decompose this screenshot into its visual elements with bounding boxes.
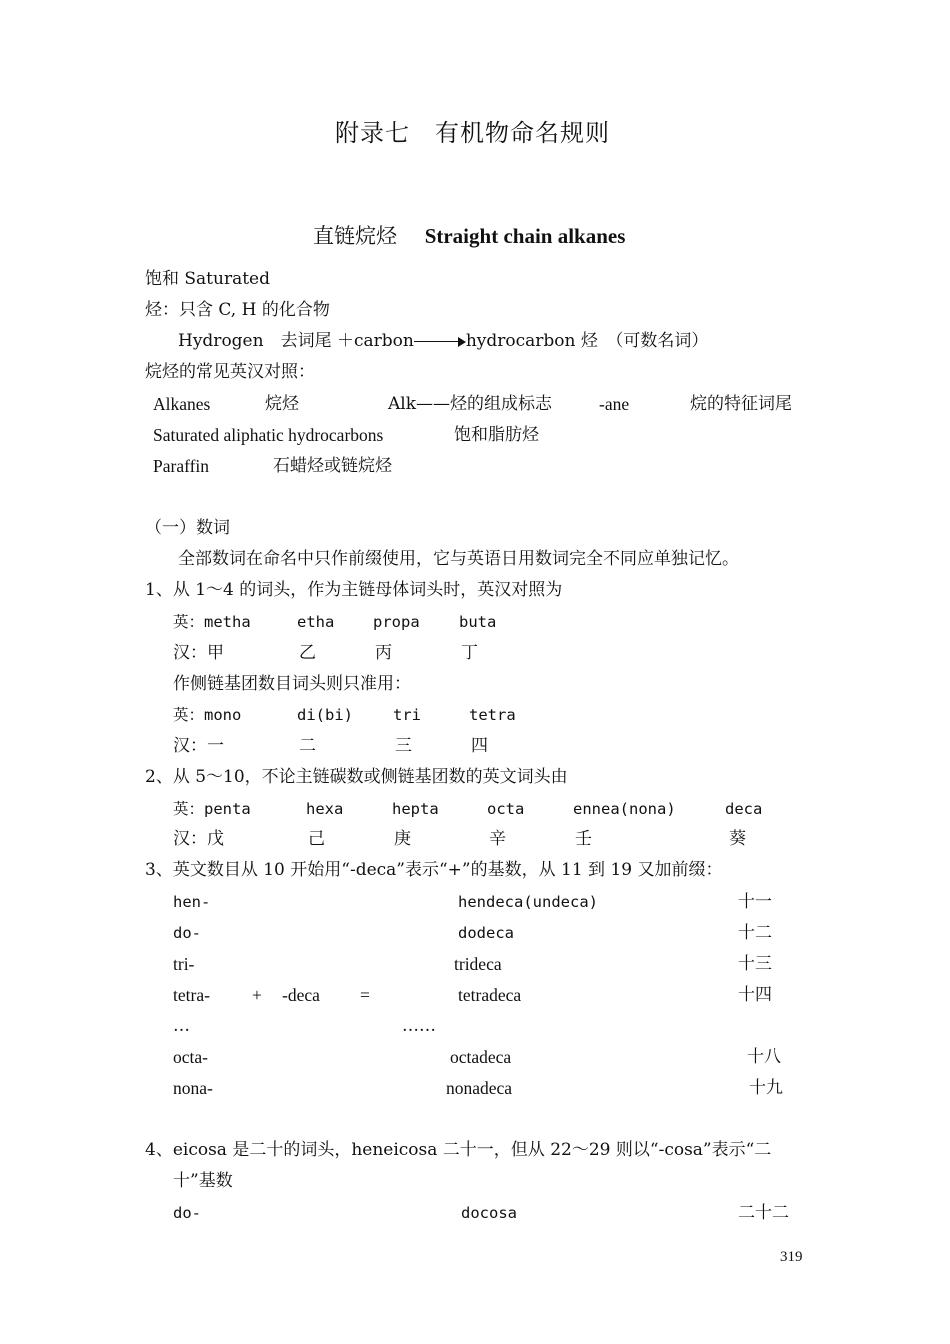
hydrogen-formula-left: Hydrogen 去词尾 ＋carbon: [178, 331, 414, 351]
prefix-en: buta: [459, 613, 497, 631]
table-row-zh: 十二: [738, 923, 772, 943]
prefix-zh: 二: [299, 736, 316, 756]
table-row-prefix: …: [173, 1016, 190, 1036]
section-heading-zh: 直链烷烃: [313, 224, 397, 248]
numerals-intro: 全部数词在命名中只作前缀使用，它与英语日用数词完全不同应单独记忆。: [178, 549, 739, 569]
page-title: 附录七 有机物命名规则: [335, 119, 610, 147]
table-row-term: trideca: [454, 954, 502, 974]
prefix-en: propa: [373, 613, 420, 631]
prefix-zh: 丁: [461, 643, 478, 663]
table-row-prefix: nona-: [173, 1078, 213, 1098]
numerals-heading: （一）数词: [145, 518, 230, 538]
hydrogen-formula-right: hydrocarbon 烃 （可数名词）: [465, 331, 709, 351]
table-row-term: nonadeca: [446, 1078, 513, 1098]
numerals-item-4-cont: 十”基数: [173, 1171, 233, 1191]
prefix-en: 英：metha: [173, 613, 251, 631]
table-row-zh: 十九: [749, 1078, 783, 1098]
prefix-zh: 丙: [375, 643, 392, 663]
prefix-en: octa: [487, 800, 525, 818]
numerals-item-1: 1、从 1～4 的词头，作为主链母体词头时，英汉对照为: [145, 580, 563, 600]
table-row-term: octadeca: [450, 1047, 512, 1067]
table-row-prefix: tri-: [173, 954, 195, 974]
table-row-term: dodeca: [458, 924, 514, 942]
table-row-zh: 十一: [738, 892, 772, 912]
prefix-en: hepta: [392, 800, 439, 818]
alkane-term: 烷烃: [265, 394, 299, 414]
prefix-en: hexa: [306, 800, 344, 818]
prefix-zh: 壬: [575, 829, 592, 849]
numerals-item-2: 2、从 5～10，不论主链碳数或侧链基团数的英文词头由: [145, 767, 568, 787]
prefix-zh: 己: [308, 829, 325, 849]
alkane-term: 烷的特征词尾: [690, 394, 792, 414]
prefix-en: 英：mono: [173, 706, 242, 724]
section-heading-en: Straight chain alkanes: [424, 224, 626, 248]
hydrocarbon-definition: 烃：只含 C, H 的化合物: [145, 300, 330, 320]
table-row-term: ……: [402, 1016, 436, 1036]
numerals-item-3: 3、英文数目从 10 开始用“-deca”表示“+”的基数，从 11 到 19 又加前缀：: [145, 860, 723, 880]
table-row-term: tetradeca: [458, 985, 522, 1005]
prefix-en: tetra: [469, 706, 516, 724]
table-row-prefix: tetra-: [173, 985, 210, 1005]
table-row-zh: 十四: [738, 985, 772, 1005]
alkane-term: Alk——烃的组成标志: [388, 394, 553, 414]
prefix-zh: 汉：戊: [173, 829, 224, 849]
table-row-zh: 十三: [738, 954, 772, 974]
table-row-zh: 二十二: [738, 1203, 789, 1223]
section-heading: [313, 222, 625, 250]
prefix-en: deca: [725, 800, 763, 818]
table-row-term: hendeca(undeca): [458, 893, 598, 911]
prefix-zh: 辛: [489, 829, 506, 849]
side-chain-note: 作侧链基团数目词头则只准用：: [173, 674, 411, 694]
alkane-term: Saturated aliphatic hydrocarbons: [153, 425, 384, 445]
alkane-term: 饱和脂肪烃: [454, 425, 539, 445]
prefix-zh: 三: [395, 736, 412, 756]
prefix-zh: 四: [471, 736, 488, 756]
table-row-prefix: octa-: [173, 1047, 208, 1067]
prefix-zh: 汉：一: [173, 736, 224, 756]
prefix-zh: 庚: [394, 829, 411, 849]
prefix-zh: 汉：甲: [173, 643, 224, 663]
table-row-prefix: do-: [173, 924, 201, 942]
hydrogen-formula: [178, 330, 708, 352]
alkane-term: Paraffin: [153, 456, 210, 476]
table-row-prefix: hen-: [173, 893, 211, 911]
prefix-en: etha: [297, 613, 335, 631]
prefix-en: di(bi): [297, 706, 353, 724]
plus-sign: +: [252, 985, 262, 1005]
page-number: 319: [780, 1249, 803, 1265]
saturated-line: 饱和 Saturated: [145, 269, 271, 289]
prefix-en: ennea(nona): [573, 800, 676, 818]
alkane-term: -ane: [599, 394, 630, 414]
equals-sign: =: [360, 985, 370, 1005]
right-arrow-icon: [414, 337, 466, 347]
deca-suffix: -deca: [282, 985, 320, 1005]
table-row-term: docosa: [461, 1204, 517, 1222]
alkane-term: 石蜡烃或链烷烃: [273, 456, 392, 476]
prefix-en: tri: [393, 706, 421, 724]
table-row-zh: 十八: [747, 1047, 781, 1067]
prefix-zh: 乙: [299, 643, 316, 663]
prefix-zh: 葵: [729, 829, 746, 849]
table-row-prefix: do-: [173, 1204, 201, 1222]
alkane-term: Alkanes: [153, 394, 211, 414]
alkane-table-intro: 烷烃的常见英汉对照：: [145, 362, 315, 382]
numerals-item-4: 4、eicosa 是二十的词头，heneicosa 二十一，但从 22～29 则以“-cosa”表示“二: [145, 1140, 772, 1160]
prefix-en: 英：penta: [173, 800, 251, 818]
